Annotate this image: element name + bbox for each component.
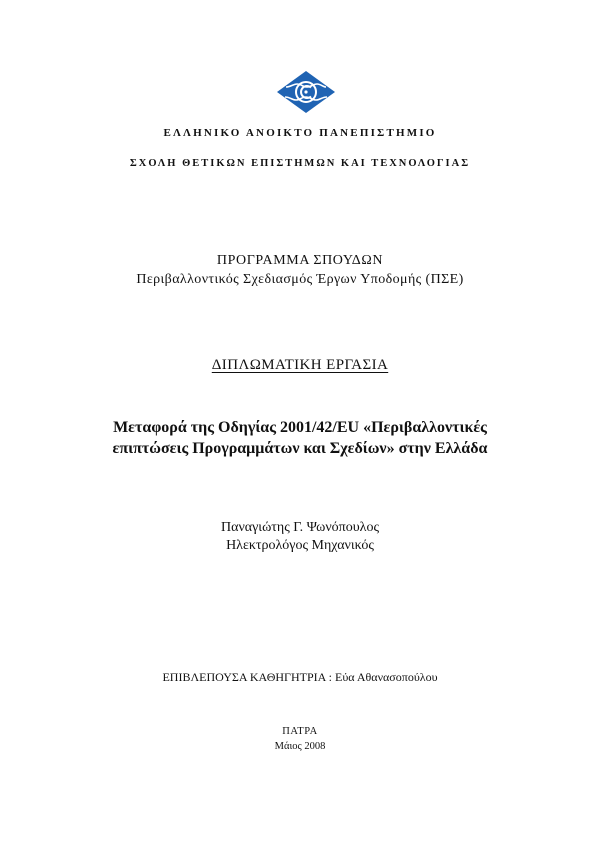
thesis-title-line-2: επιπτώσεις Προγραμμάτων και Σχεδίων» στην Ελλάδα	[112, 440, 488, 457]
program-name: Περιβαλλοντικός Σχεδιασμός Έργων Υποδομής (ΠΣΕ)	[136, 272, 464, 287]
author-name: Παναγιώτης Γ. Ψωνόπουλος	[221, 520, 379, 535]
university-name: ΕΛΛΗΝΙΚΟ ΑΝΟΙΚΤΟ ΠΑΝΕΠΙΣΤΗΜΙΟ	[163, 127, 437, 139]
author-title: Ηλεκτρολόγος Μηχανικός	[226, 538, 374, 553]
thesis-type: ΔΙΠΛΩΜΑΤΙΚΗ ΕΡΓΑΣΙΑ	[211, 357, 389, 373]
school-name: ΣΧΟΛΗ ΘΕΤΙΚΩΝ ΕΠΙΣΤΗΜΩΝ ΚΑΙ ΤΕΧΝΟΛΟΓΙΑΣ	[129, 158, 471, 169]
date: Μάιος 2008	[274, 741, 326, 752]
thesis-title-line-1: Μεταφορά της Οδηγίας 2001/42/EU «Περιβαλλοντικές	[113, 419, 487, 436]
city: ΠΑΤΡΑ	[282, 726, 318, 737]
supervisor-line: ΕΠΙΒΛΕΠΟΥΣΑ ΚΑΘΗΓΗΤΡΙΑ : Εύα Αθανασοπούλου	[162, 670, 438, 684]
program-heading: ΠΡΟΓΡΑΜΜΑ ΣΠΟΥΔΩΝ	[216, 253, 384, 268]
university-logo-icon	[276, 70, 336, 114]
